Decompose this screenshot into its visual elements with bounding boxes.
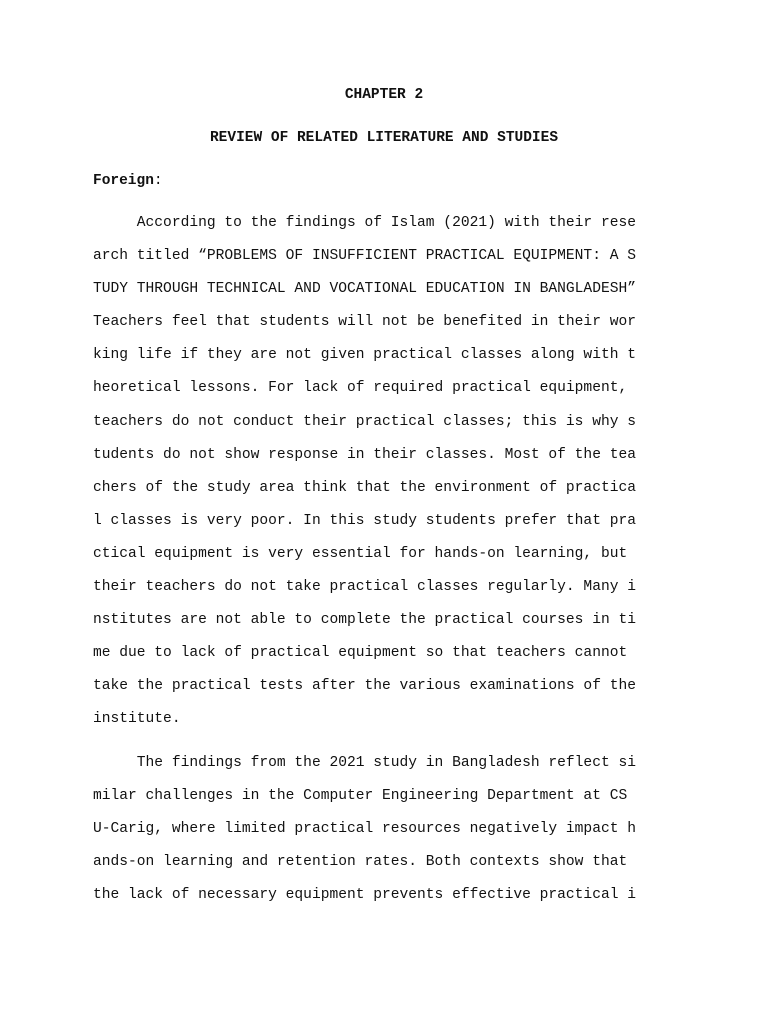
paragraph-line: chers of the study area think that the environment of practica [93, 479, 636, 496]
paragraph-line: TUDY THROUGH TECHNICAL AND VOCATIONAL EDUCATION IN BANGLADESH” [93, 281, 636, 298]
paragraph-line: teachers do not conduct their practical classes; this is why s [93, 413, 636, 430]
paragraph-2 [93, 754, 693, 919]
paragraph-line: Teachers feel that students will not be benefited in their wor [93, 314, 636, 331]
paragraph-line: heoretical lessons. For lack of required practical equipment, [93, 380, 628, 397]
paragraph-line: ands-on learning and retention rates. Both contexts show that [93, 854, 628, 871]
paragraph-line: their teachers do not take practical classes regularly. Many i [93, 579, 636, 596]
section-heading [93, 172, 163, 190]
paragraph-line: nstitutes are not able to complete the practical courses in ti [93, 612, 636, 629]
paragraph-line: According to the findings of Islam (2021) with their rese [93, 215, 636, 231]
paragraph-line: ctical equipment is very essential for hands-on learning, but [93, 545, 628, 562]
paragraph-1 [93, 214, 693, 744]
section-label-text: Foreign [93, 173, 154, 189]
paragraph-line: me due to lack of practical equipment so that teachers cannot [93, 645, 628, 662]
paragraph-line: the lack of necessary equipment prevents effective practical i [93, 887, 636, 904]
chapter-heading: CHAPTER 2 [344, 87, 424, 103]
paragraph-line: l classes is very poor. In this study students prefer that pra [93, 512, 636, 529]
section-label-colon: : [153, 173, 163, 189]
paragraph-line: arch titled “PROBLEMS OF INSUFFICIENT PRACTICAL EQUIPMENT: A S [93, 248, 636, 265]
chapter-title: REVIEW OF RELATED LITERATURE AND STUDIES [209, 130, 559, 146]
paragraph-line: institute. [93, 711, 181, 728]
paragraph-line: take the practical tests after the various examinations of the [93, 678, 636, 695]
paragraph-line: milar challenges in the Computer Engineering Department at CS [93, 788, 628, 805]
paragraph-line: The findings from the 2021 study in Bangladesh reflect si [93, 755, 636, 771]
paragraph-line: tudents do not show response in their classes. Most of the tea [93, 446, 636, 463]
paragraph-line: U-Carig, where limited practical resources negatively impact h [93, 821, 636, 838]
paragraph-line: king life if they are not given practical classes along with t [93, 347, 636, 364]
